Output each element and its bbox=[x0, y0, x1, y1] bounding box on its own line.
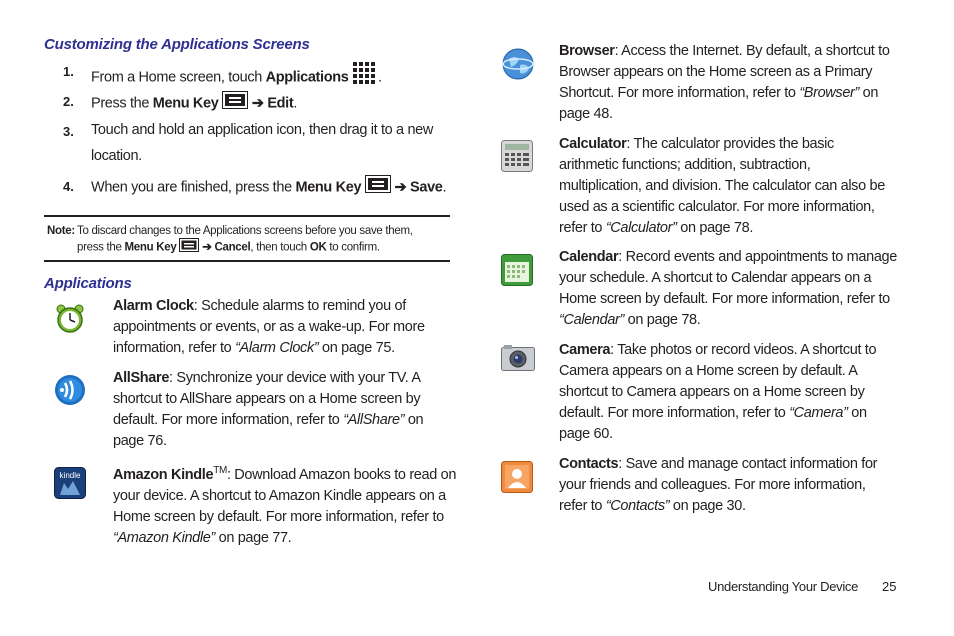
camera-entry: Camera: Take photos or record videos. A shortcut to Camera appears on a Home screen by default. A shortcut to Camera appears on a Home screen by default. For more information, refer to “Camera” on page 60. bbox=[559, 342, 877, 442]
allshare-icon bbox=[54, 374, 86, 411]
menu-key-icon bbox=[365, 175, 391, 200]
step-4-text: When you are finished, press the Menu Key ➔ Save. bbox=[91, 175, 446, 200]
applications-grid-icon bbox=[352, 61, 378, 94]
calculator-entry: Calculator: The calculator provides the basic arithmetic functions; addition, subtraction, multiplication, and division. The calculator can also be used as a scientific calculator. For more information, refer to “Calculator” on page 78. bbox=[559, 136, 885, 236]
contacts-entry: Contacts: Save and manage contact information for your friends and colleagues. For more information, refer to “Contacts” on page 30. bbox=[559, 456, 878, 514]
alarm-clock-entry: Alarm Clock: Schedule alarms to remind you of appointments or events, or as a wake-up. For more information, refer to “Alarm Clock” on page 75. bbox=[113, 298, 425, 356]
amazon-kindle-entry: Amazon Kindle™: Download Amazon books to read on your device. A shortcut to Amazon Kindle appears on a Home screen by default. For more information, refer to “Amazon Kindle” on page 77. bbox=[113, 465, 457, 546]
step-number: 3. bbox=[63, 124, 74, 139]
calendar-icon bbox=[501, 254, 533, 291]
allshare-entry: AllShare: Synchronize your device with your TV. A shortcut to AllShare appears on a Home screen by default. For more information, refer to “AllShare” on page 76. bbox=[113, 370, 424, 449]
contacts-icon bbox=[501, 461, 533, 498]
step-2-text: Press the Menu Key ➔ Edit. bbox=[91, 91, 297, 116]
step-number: 4. bbox=[63, 179, 74, 194]
menu-key-icon bbox=[222, 91, 248, 116]
applications-title: Applications bbox=[44, 275, 132, 292]
step-1-text: From a Home screen, touch Applications . bbox=[91, 61, 382, 94]
step-3-line2: location. bbox=[91, 148, 142, 164]
svg-text:kindle: kindle bbox=[59, 471, 81, 480]
amazon-kindle-icon bbox=[54, 467, 86, 504]
step-3-line1: Touch and hold an application icon, then drag it to a new bbox=[91, 122, 433, 138]
step-number: 2. bbox=[63, 94, 74, 109]
calculator-icon bbox=[501, 140, 533, 177]
step-number: 1. bbox=[63, 64, 74, 79]
footer-section: Understanding Your Device bbox=[708, 579, 859, 594]
alarm-clock-icon bbox=[54, 303, 86, 340]
note-label: Note: bbox=[47, 225, 75, 237]
section-title: Customizing the Applications Screens bbox=[44, 36, 310, 53]
calendar-entry: Calendar: Record events and appointments to manage your schedule. A shortcut to Calendar appears on a Home screen by default. For more information, refer to “Calendar” on page 78. bbox=[559, 249, 897, 328]
note-bottom-rule bbox=[44, 260, 450, 262]
page-number: 25 bbox=[882, 579, 897, 594]
browser-icon bbox=[501, 47, 535, 86]
note-line2: press the Menu Key ➔ Cancel, then touch OK to confirm. bbox=[77, 238, 380, 257]
menu-key-icon bbox=[179, 238, 199, 257]
note-line1: To discard changes to the Applications screens before you save them, bbox=[77, 225, 413, 237]
note-top-rule bbox=[44, 215, 450, 217]
camera-icon bbox=[501, 344, 535, 377]
browser-entry: Browser: Access the Internet. By default, a shortcut to Browser appears on the Home screen as a Primary Shortcut. For more information, refer to “Browser” on page 48. bbox=[559, 43, 890, 122]
